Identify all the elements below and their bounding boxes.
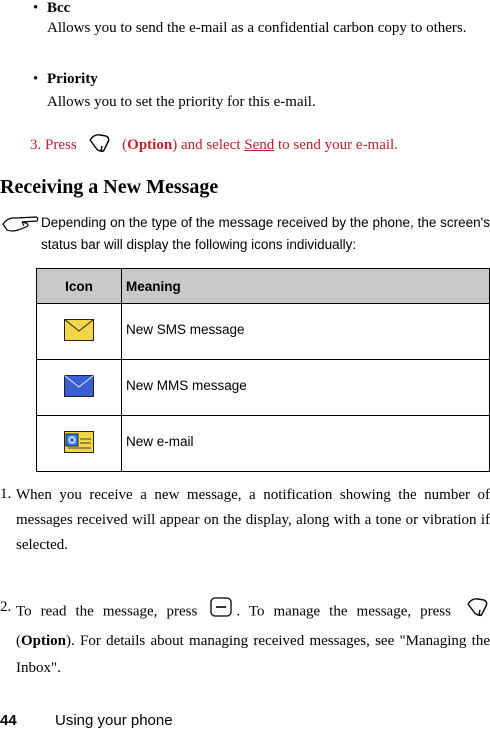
step-3-suffix: to send your e-mail. <box>278 136 398 153</box>
meaning-cell: New SMS message <box>122 304 490 360</box>
paren-open: ( <box>122 136 128 153</box>
column-header-meaning: Meaning <box>122 269 490 304</box>
step-3-prefix: 3. Press <box>30 136 77 153</box>
table-row <box>37 416 490 472</box>
option-label: Option <box>21 633 67 649</box>
icon-cell <box>37 304 122 360</box>
bullet-title-bcc: Bcc <box>47 0 71 16</box>
step-number: 1. <box>0 486 12 502</box>
paren-open: ( <box>16 633 21 649</box>
note-text: Depending on the type of the message received by the phone, the screen's status bar will display the following icons individually: <box>41 215 490 252</box>
bullet-body-bcc: Allows you to send the e-mail as a confidential carbon copy to others. <box>47 20 467 36</box>
step-3 <box>30 132 398 159</box>
page-number: 44 <box>0 712 17 729</box>
step-2-part1: To read the message, press <box>16 603 198 620</box>
mms-envelope-icon <box>64 385 94 400</box>
send-label: Send <box>244 136 275 153</box>
bullet-body-priority: Allows you to set the priority for this e-mail. <box>47 94 316 110</box>
step-2-part2: . To manage the message, press <box>236 603 451 620</box>
bullet-dot: • <box>33 71 39 87</box>
paren-close: ) <box>172 136 178 153</box>
meaning-cell: New MMS message <box>122 360 490 416</box>
bullet-dot: • <box>33 0 39 16</box>
step-2-part3: ). For details about managing received messages, see "Managing the Inbox". <box>16 633 490 676</box>
icon-cell <box>37 416 122 472</box>
sms-envelope-icon <box>64 329 94 344</box>
soft-key-icon <box>86 132 112 159</box>
minus-key-icon <box>210 597 232 627</box>
column-header-icon: Icon <box>37 269 122 304</box>
step-2-text <box>16 596 490 682</box>
section-heading: Receiving a New Message <box>0 176 219 198</box>
icon-cell <box>37 360 122 416</box>
step-3-middle: and select <box>180 136 241 153</box>
note-hand-icon <box>2 215 40 238</box>
option-label: Option <box>127 136 173 153</box>
soft-key-icon <box>464 596 490 628</box>
icons-table <box>36 268 490 472</box>
step-number: 2. <box>0 599 12 615</box>
table-header-row <box>37 269 490 304</box>
table-row <box>37 304 490 360</box>
footer-section-title: Using your phone <box>55 712 173 729</box>
table-row <box>37 360 490 416</box>
bullet-title-priority: Priority <box>47 71 98 87</box>
meaning-cell: New e-mail <box>122 416 490 472</box>
step-1-text: When you receive a new message, a notification showing the number of messages received will appear on the display, along with a tone or vibration if selected. <box>16 487 490 553</box>
email-envelope-icon <box>64 441 94 456</box>
